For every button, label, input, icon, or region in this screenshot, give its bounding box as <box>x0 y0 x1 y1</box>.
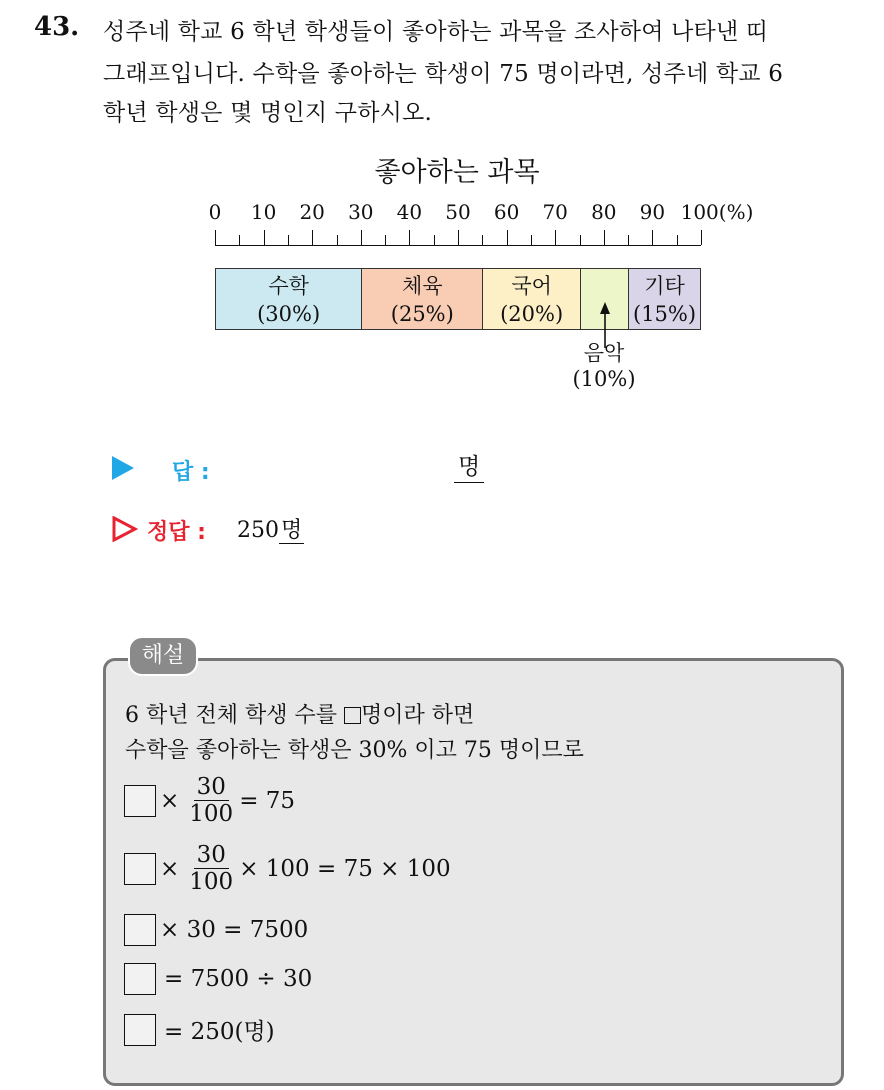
question-text-line-1: 성주네 학교 6 학년 학생들이 좋아하는 과목을 조사하여 나타낸 띠 <box>103 19 769 45</box>
fraction-denominator: 100 <box>189 869 234 895</box>
question-text-line-3: 학년 학생은 몇 명인지 구하시오. <box>103 100 432 126</box>
tick-label: 100(%) <box>680 200 754 224</box>
solution-line-2: 수학을 좋아하는 학생은 30% 이고 75 명이므로 <box>125 738 584 763</box>
solution-line-1-a: 6 학년 전체 학생 수를 <box>125 703 344 728</box>
segment-체육 <box>361 268 484 330</box>
unknown-box-icon <box>124 785 156 817</box>
equation-rest: = 7500 ÷ 30 <box>164 966 313 992</box>
unknown-box-icon <box>124 1014 156 1046</box>
axis-tick <box>677 235 678 245</box>
unknown-box-icon <box>124 963 156 995</box>
question-text-line-2: 그래프입니다. 수학을 좋아하는 학생이 75 명이라면, 성주네 학교 6 <box>103 61 784 87</box>
fraction <box>189 774 233 827</box>
tick-label: 0 <box>208 200 222 224</box>
axis-tick <box>580 235 581 245</box>
equation-5 <box>124 1013 275 1046</box>
equation-3 <box>124 914 308 946</box>
segment-percent: (15%) <box>633 302 697 326</box>
equation-rest: = 250(명) <box>164 1019 275 1045</box>
chart-title: 좋아하는 과목 <box>374 157 540 188</box>
tick-label: 90 <box>639 200 666 224</box>
music-name: 음악 <box>583 341 625 365</box>
music-annotation <box>572 340 636 392</box>
tick-label: 20 <box>299 200 325 224</box>
segment-수학 <box>215 268 362 330</box>
answer-unit: 명 <box>454 452 484 483</box>
unknown-box-icon <box>124 914 156 946</box>
axis-tick <box>555 230 556 245</box>
axis-tick <box>507 230 508 245</box>
equation-rest: = 75 <box>239 787 296 814</box>
axis-ruler <box>215 245 701 246</box>
segment-percent: (30%) <box>257 302 321 326</box>
segment-name: 기타 <box>644 274 685 298</box>
tick-label: 10 <box>250 200 277 224</box>
fraction-numerator: 30 <box>194 774 229 801</box>
equation-rest: × 100 = 75 × 100 <box>239 855 451 882</box>
segment-percent: (25%) <box>390 302 454 326</box>
tick-label: 50 <box>445 200 471 224</box>
axis-tick <box>239 235 240 245</box>
axis-tick <box>701 230 702 245</box>
tick-label: 80 <box>591 200 617 224</box>
correct-triangle-icon <box>112 516 138 542</box>
solution-tab: 해설 <box>128 636 198 676</box>
segment-percent: (20%) <box>500 302 564 326</box>
axis-tick <box>264 230 265 245</box>
question-number: 43. <box>34 12 80 42</box>
axis-tick <box>531 235 532 245</box>
correct-label: 정답 : <box>147 520 206 545</box>
fraction-denominator: 100 <box>189 801 234 827</box>
segment-기타 <box>628 268 701 330</box>
axis-tick <box>628 235 629 245</box>
axis-tick <box>458 230 459 245</box>
unknown-box-icon <box>124 853 156 885</box>
tick-label: 30 <box>348 200 374 224</box>
axis-tick <box>215 230 216 245</box>
segment-name: 체육 <box>402 274 443 298</box>
segment-name: 국어 <box>511 274 552 298</box>
axis-tick <box>385 235 386 245</box>
axis-tick <box>604 230 605 245</box>
segment-국어 <box>482 268 581 330</box>
equation-4 <box>124 963 312 995</box>
equation-2 <box>124 842 451 895</box>
fraction-numerator: 30 <box>194 842 229 869</box>
segment-name: 수학 <box>268 274 309 298</box>
axis-tick <box>288 235 289 245</box>
axis-tick <box>482 235 483 245</box>
solution-line-1-b: 명이라 하면 <box>360 703 475 728</box>
axis-tick <box>337 235 338 245</box>
axis-tick <box>361 230 362 245</box>
times-sign: × <box>160 787 180 814</box>
correct-value: 250 <box>237 518 279 543</box>
placeholder-box-icon <box>344 707 361 724</box>
tick-label: 40 <box>396 200 423 224</box>
answer-triangle-icon <box>112 456 134 480</box>
tick-label: 60 <box>493 200 520 224</box>
correct-answer <box>237 513 304 544</box>
axis-tick <box>312 230 313 245</box>
equation-1 <box>124 774 295 827</box>
equation-rest: × 30 = 7500 <box>160 917 309 943</box>
axis-tick <box>409 230 410 245</box>
tick-label: 70 <box>542 200 568 224</box>
answer-label: 답 : <box>172 460 210 485</box>
music-percent: (10%) <box>572 367 636 391</box>
axis-tick <box>434 235 435 245</box>
axis-tick <box>652 230 653 245</box>
solution-line-1 <box>125 698 474 729</box>
fraction <box>189 842 233 895</box>
times-sign: × <box>160 855 180 882</box>
correct-unit: 명 <box>281 518 303 543</box>
